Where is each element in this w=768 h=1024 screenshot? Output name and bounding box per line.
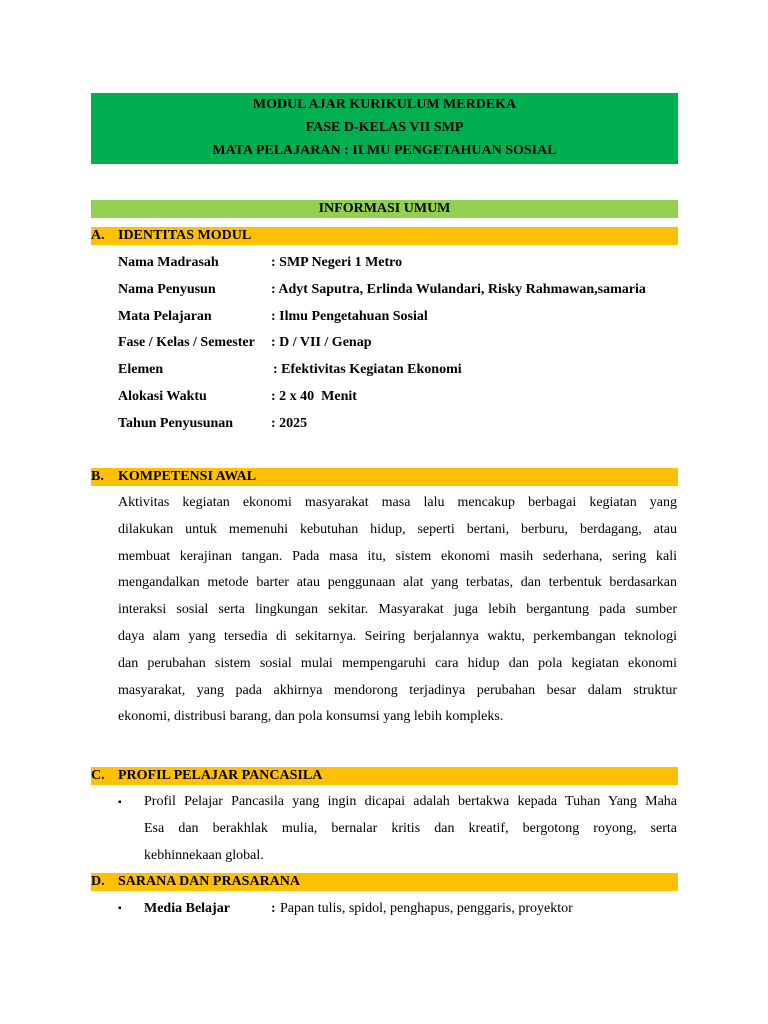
- bullet-line: kebhinnekaan global.: [144, 847, 264, 863]
- paragraph-line: dilakukan untuk memenuhi kebutuhan hidup, seperti bertani, berburu, berdagang, atau: [118, 521, 677, 537]
- paragraph-line: interaksi sosial serta lingkungan sekitar. Masyarakat juga lebih bergantung pada sumber: [118, 602, 677, 618]
- paragraph-line: ekonomi, distribusi barang, dan pola konsumsi yang lebih kompleks.: [118, 709, 504, 725]
- section-c-letter: C.: [91, 768, 105, 783]
- section-b-letter: B.: [91, 469, 104, 484]
- paragraph-line: daya alam yang tersedia di sekitarnya. Seiring berjalannya waktu, perkembangan teknologi: [118, 628, 677, 644]
- section-a-heading: [91, 227, 678, 245]
- identity-value: : 2025: [271, 416, 308, 431]
- media-belajar-value: Papan tulis, spidol, penghapus, penggaris, proyektor: [280, 901, 573, 916]
- section-b-heading: [91, 468, 678, 486]
- kompetensi-awal-paragraph: [118, 490, 677, 731]
- identity-value: : D / VII / Genap: [271, 335, 372, 350]
- square-bullet-icon: ▪: [118, 903, 122, 914]
- section-d-heading: [91, 873, 678, 891]
- paragraph-line: masyarakat, yang pada akhirnya mendorong terjadinya perubahan besar dalam struktur: [118, 682, 677, 698]
- section-b-title: KOMPETENSI AWAL: [118, 469, 257, 484]
- identity-label: Elemen: [118, 362, 164, 377]
- section-a-title: IDENTITAS MODUL: [118, 228, 252, 243]
- module-title-box: [91, 93, 678, 164]
- paragraph-line: mengandalkan metode barter atau penggunaan alat yang terbatas, dan terbentuk berdasarkan: [118, 575, 677, 591]
- identity-value: : Ilmu Pengetahuan Sosial: [271, 309, 428, 324]
- identity-label: Tahun Penyusunan: [118, 416, 234, 431]
- identity-value: : SMP Negeri 1 Metro: [271, 255, 403, 270]
- identity-label: Fase / Kelas / Semester: [118, 335, 255, 350]
- section-d-title: SARANA DAN PRASARANA: [118, 874, 301, 889]
- identity-value: : Efektivitas Kegiatan Ekonomi: [273, 362, 462, 377]
- identity-label: Nama Madrasah: [118, 255, 219, 270]
- bullet-line: Esa dan berakhlak mulia, bernalar kritis dan kreatif, bergotong royong, serta: [144, 820, 677, 836]
- profil-pelajar-bullet-text: [144, 789, 677, 869]
- module-title-line-3: MATA PELAJARAN : ILMU PENGETAHUAN SOSIAL: [212, 143, 557, 158]
- module-title-line-2: FASE D-KELAS VII SMP: [305, 120, 464, 135]
- section-c-heading: [91, 767, 678, 785]
- media-belajar-colon: :: [271, 901, 276, 916]
- paragraph-line: membuat kerajinan tangan. Pada masa itu, sistem ekonomi masih sederhana, sering kali: [118, 548, 677, 564]
- module-title-line-1: MODUL AJAR KURIKULUM MERDEKA: [252, 97, 517, 112]
- identity-value: : 2 x 40 Menit: [271, 389, 357, 404]
- square-bullet-icon: ▪: [118, 797, 122, 808]
- identity-label: Mata Pelajaran: [118, 309, 212, 324]
- identity-label: Alokasi Waktu: [118, 389, 207, 404]
- section-d-letter: D.: [91, 874, 105, 889]
- section-c-title: PROFIL PELAJAR PANCASILA: [118, 768, 323, 783]
- media-belajar-label: Media Belajar: [144, 901, 230, 916]
- bullet-line: Profil Pelajar Pancasila yang ingin dicapai adalah bertakwa kepada Tuhan Yang Maha: [144, 794, 677, 809]
- section-a-letter: A.: [91, 228, 105, 243]
- paragraph-line: dan perubahan sistem sosial mulai mempengaruhi cara hidup dan pola kegiatan ekonomi: [118, 655, 677, 671]
- informasi-umum-heading: INFORMASI UMUM: [91, 200, 678, 218]
- identity-label: Nama Penyusun: [118, 282, 216, 297]
- identity-value: : Adyt Saputra, Erlinda Wulandari, Risky Rahmawan,samaria: [271, 282, 646, 297]
- paragraph-line: Aktivitas kegiatan ekonomi masyarakat masa lalu mencakup berbagai kegiatan yang: [118, 495, 677, 510]
